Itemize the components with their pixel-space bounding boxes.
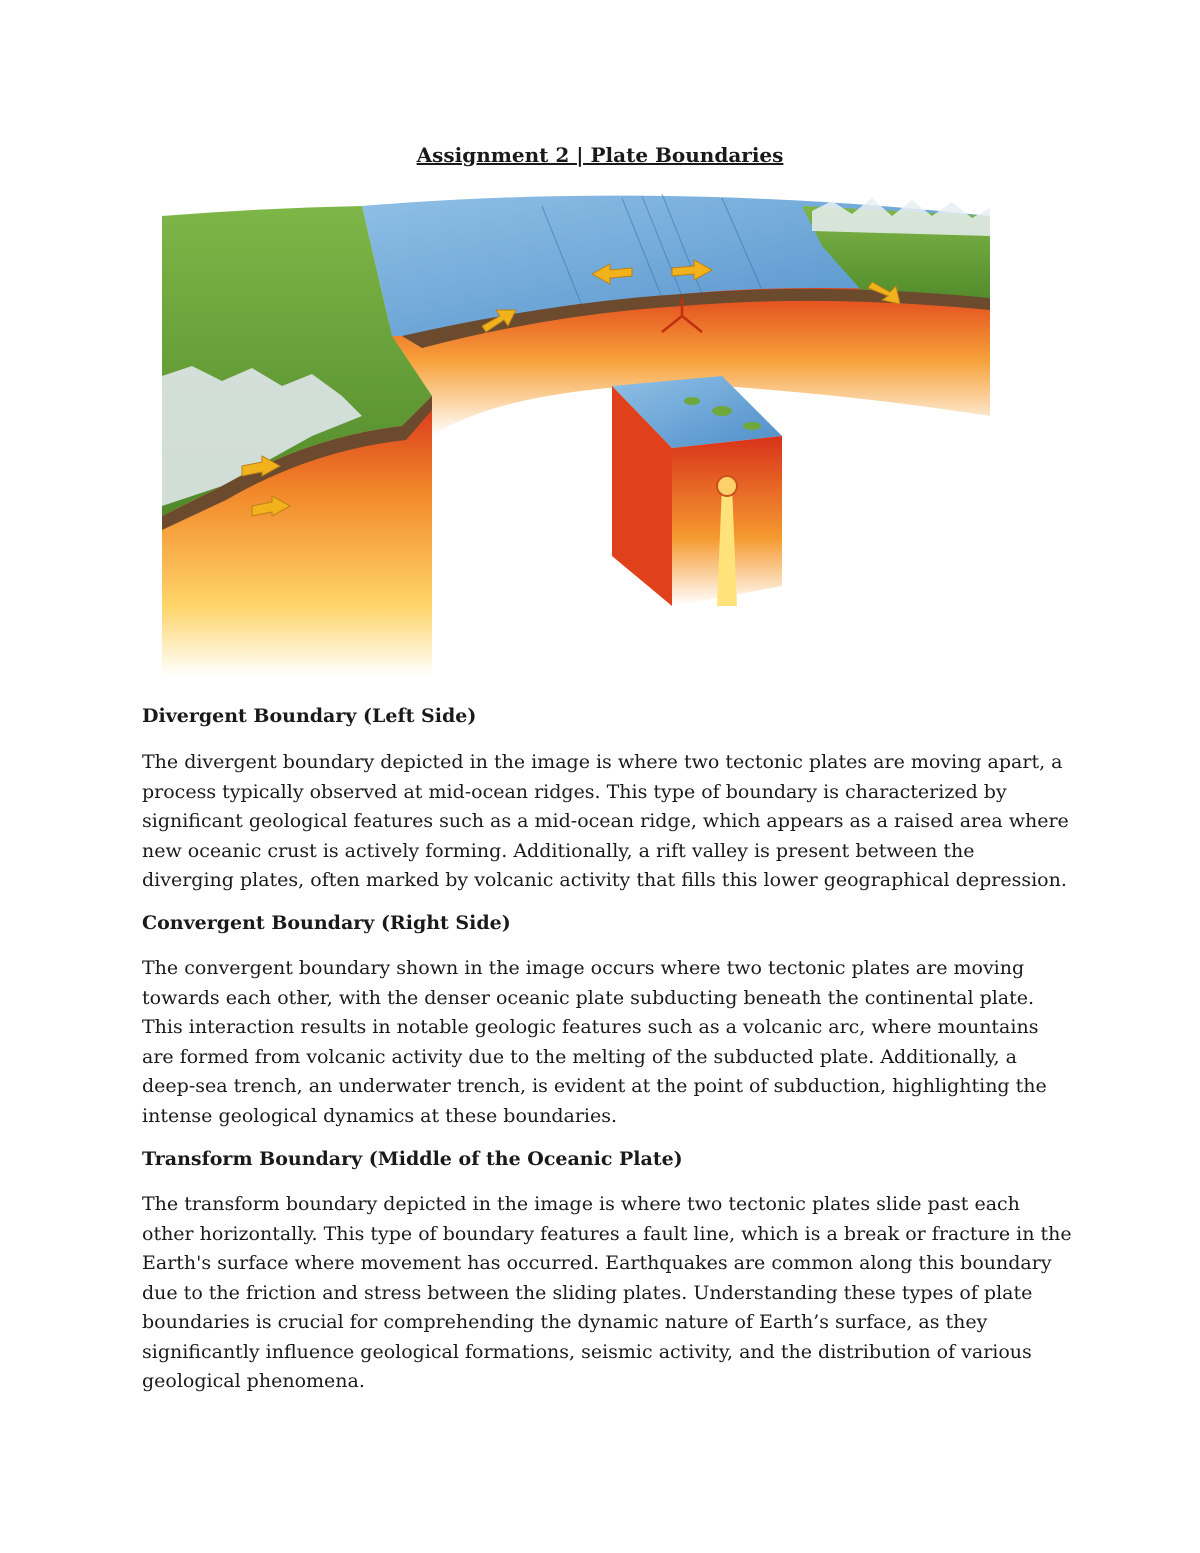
document-title: Assignment 2 | Plate Boundaries bbox=[416, 143, 784, 167]
section-body-transform: The transform boundary depicted in the image is where two tectonic plates slide past each other horizontally. This type of boundary features a fault line, which is a break or fracture in the Earth's surface where movement has occurred. Earthquakes are common along this boundary due to the friction and stress between the sliding plates. Understanding these types of plate boundaries is crucial for comprehending the dynamic nature of Earth’s surface, as they significantly influence geological formations, seismic activity, and the distribution of various geological phenomena. bbox=[142, 1193, 1072, 1392]
section-heading-divergent: Divergent Boundary (Left Side) bbox=[142, 705, 477, 727]
section-heading-transform: Transform Boundary (Middle of the Oceanic Plate) bbox=[142, 1148, 683, 1170]
plate-boundaries-illustration bbox=[162, 186, 992, 676]
section-body-convergent: The convergent boundary shown in the image occurs where two tectonic plates are moving towards each other, with the denser oceanic plate subducting beneath the continental plate. This interaction results in notable geologic features such as a volcanic arc, where mountains are formed from volcanic activity due to the melting of the subducted plate. Additionally, a deep-sea trench, an underwater trench, is evident at the point of subduction, highlighting the intense geological dynamics at these boundaries. bbox=[142, 957, 1047, 1127]
hotspot-magma-chamber bbox=[717, 476, 737, 496]
section-heading-convergent: Convergent Boundary (Right Side) bbox=[142, 912, 511, 934]
section-body-divergent: The divergent boundary depicted in the image is where two tectonic plates are moving apart, a process typically observed at mid-ocean ridges. This type of boundary is characterized by significant geological features such as a mid-ocean ridge, which appears as a raised area where new oceanic crust is actively forming. Additionally, a rift valley is present between the diverging plates, often marked by volcanic activity that fills this lower geographical depression. bbox=[142, 751, 1069, 891]
